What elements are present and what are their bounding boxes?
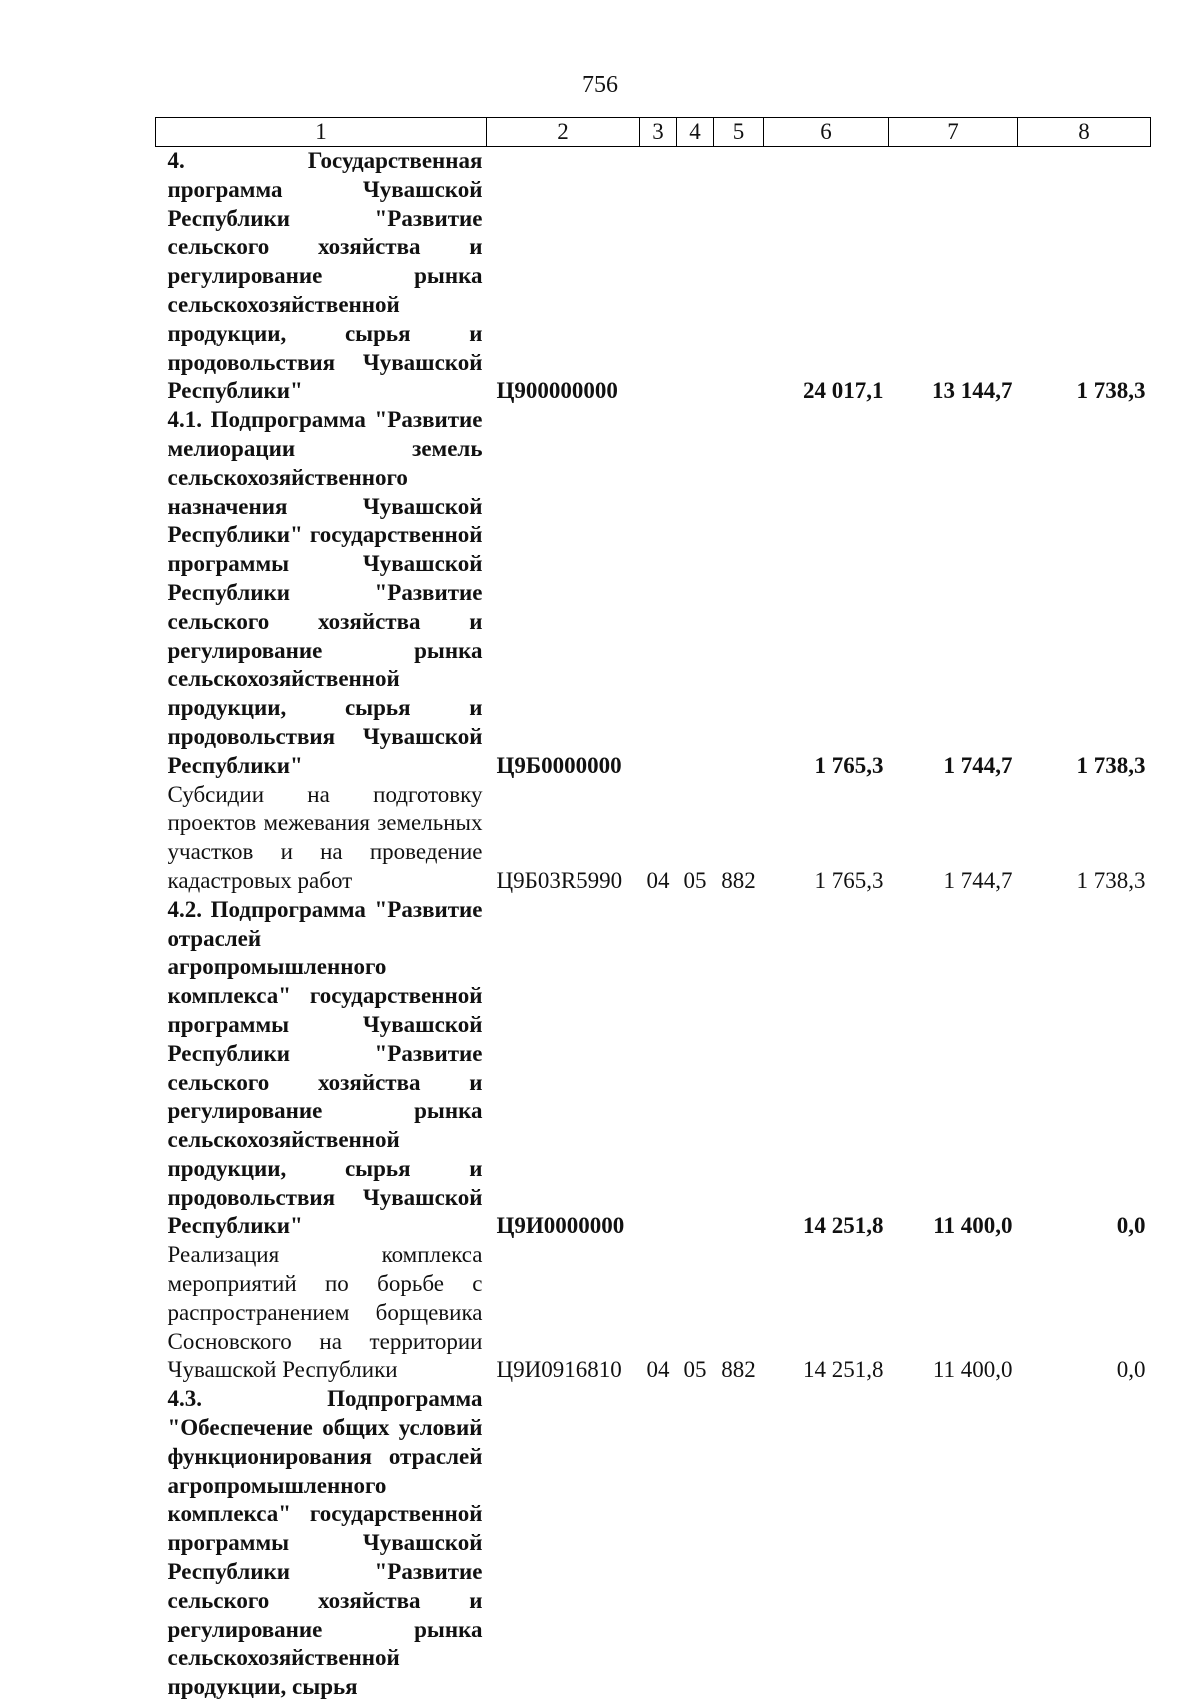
column-header: 3 xyxy=(640,118,677,147)
table-row xyxy=(156,781,1151,896)
item-subsection xyxy=(677,896,714,1242)
item-name: 4.2. Подпрограмма "Развитие отраслей агропромышленного комплекса" государственной программы Чувашской Республики "Развитие сельского хозяйства и регулирование рынка сельскохозяйственной продукции, сырья и продовольствия Чувашской Республики" xyxy=(167,896,483,1239)
item-section xyxy=(640,1385,677,1702)
item-expense-type xyxy=(714,406,764,780)
item-amount-col7: 1 744,7 xyxy=(943,752,1013,778)
item-expense-type xyxy=(714,147,764,407)
item-amount-col8: 0,0 xyxy=(1116,1213,1146,1239)
table-row xyxy=(156,896,1151,1242)
item-code: Ц9И0000000 xyxy=(496,1213,625,1239)
item-amount-col7: 11 400,0 xyxy=(932,1357,1013,1383)
item-expense-type xyxy=(714,896,764,1242)
column-header: 1 xyxy=(156,118,487,147)
item-subsection: 05 xyxy=(683,1357,707,1383)
item-section: 04 xyxy=(646,867,670,893)
item-section: 04 xyxy=(646,1357,670,1383)
column-header: 2 xyxy=(487,118,640,147)
item-expense-type xyxy=(714,1385,764,1702)
item-name: Субсидии на подготовку проектов межевания земельных участков и на проведение кадастровых работ xyxy=(167,781,483,893)
item-amount-col7: 11 400,0 xyxy=(933,1213,1013,1239)
table-row xyxy=(156,1241,1151,1385)
item-code: Ц9И0916810 xyxy=(496,1357,622,1383)
item-amount-col8: 0,0 xyxy=(1116,1357,1146,1383)
item-subsection xyxy=(677,147,714,407)
item-amount-col6: 1 765,3 xyxy=(814,867,884,893)
item-subsection xyxy=(677,406,714,780)
item-amount-col8 xyxy=(1018,1385,1151,1702)
item-amount-col8: 1 738,3 xyxy=(1076,378,1146,404)
item-section xyxy=(640,147,677,407)
item-subsection: 05 xyxy=(683,867,707,893)
budget-table xyxy=(155,117,1151,1702)
column-header: 6 xyxy=(764,118,889,147)
item-amount-col6: 1 765,3 xyxy=(814,752,884,778)
column-header: 4 xyxy=(677,118,714,147)
table-row xyxy=(156,406,1151,780)
table-row xyxy=(156,147,1151,407)
item-subsection xyxy=(677,1385,714,1702)
item-code: Ц9Б03R5990 xyxy=(496,867,623,893)
item-amount-col6: 14 251,8 xyxy=(803,1357,884,1383)
item-section xyxy=(640,406,677,780)
item-expense-type: 882 xyxy=(721,867,756,893)
page-number: 756 xyxy=(582,72,618,98)
item-amount-col6: 14 251,8 xyxy=(803,1213,884,1239)
item-code: Ц9Б0000000 xyxy=(496,752,622,778)
item-code: Ц900000000 xyxy=(496,378,618,404)
column-header: 8 xyxy=(1018,118,1151,147)
item-amount-col6 xyxy=(764,1385,889,1702)
item-amount-col6: 24 017,1 xyxy=(803,378,884,404)
item-amount-col8: 1 738,3 xyxy=(1076,752,1146,778)
item-name: 4.3. Подпрограмма "Обеспечение общих условий функционирования отраслей агропромышленного комплекса" государственной программы Чувашской Республики "Развитие сельского хозяйства и регулирование рынка сельскохозяйственной продукции, сырья xyxy=(167,1386,483,1700)
item-expense-type: 882 xyxy=(721,1357,756,1383)
item-name: 4. Государственная программа Чувашской Республики "Развитие сельского хозяйства и регулирование рынка сельскохозяйственной продукции, сырья и продовольствия Чувашской Республики" xyxy=(167,148,483,404)
item-section xyxy=(640,896,677,1242)
item-code xyxy=(487,1385,640,1702)
column-header: 7 xyxy=(889,118,1018,147)
item-amount-col7: 1 744,7 xyxy=(943,867,1013,893)
item-name: Реализация комплекса мероприятий по борьбе с распространением борщевика Сосновского на территории Чувашской Республики xyxy=(167,1242,483,1383)
item-amount-col8: 1 738,3 xyxy=(1076,867,1146,893)
item-amount-col7 xyxy=(889,1385,1018,1702)
item-amount-col7: 13 144,7 xyxy=(932,378,1013,404)
column-header: 5 xyxy=(714,118,764,147)
table-header-row xyxy=(156,118,1151,147)
item-name: 4.1. Подпрограмма "Развитие мелиорации земель сельскохозяйственного назначения Чувашской Республики" государственной программы Чувашской Республики "Развитие сельского хозяйства и регулирование рынка сельскохозяйственной продукции, сырья и продовольствия Чувашской Республики" xyxy=(167,407,483,778)
table-row xyxy=(156,1385,1151,1702)
